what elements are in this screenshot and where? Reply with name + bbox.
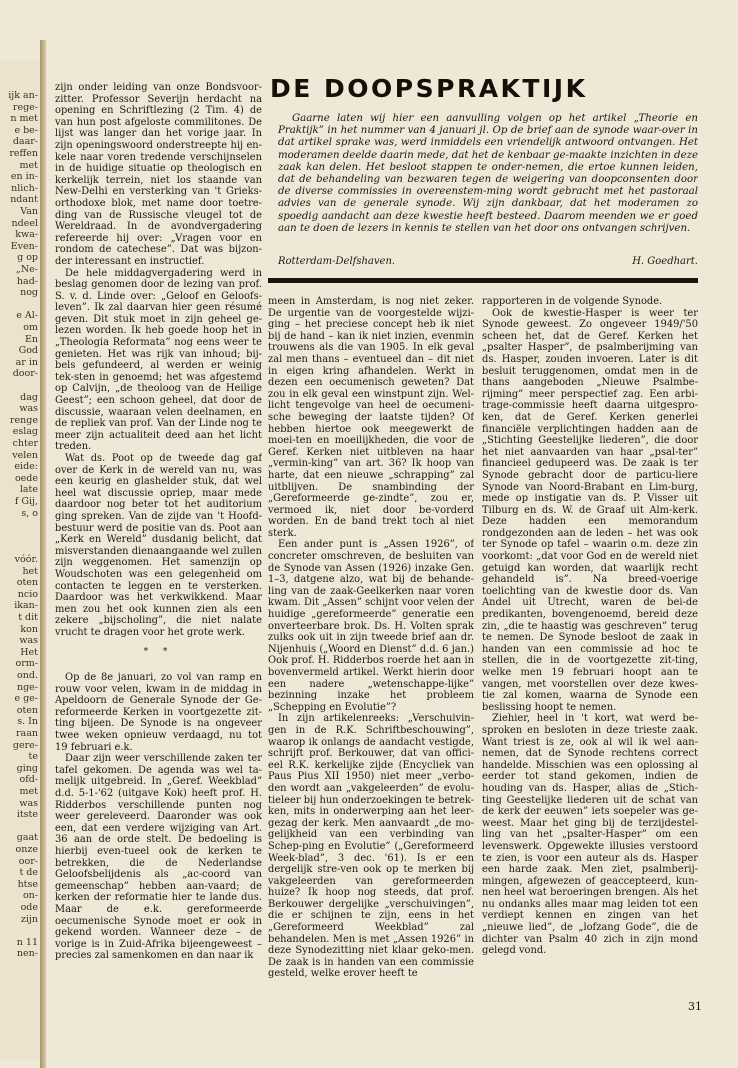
paragraph: De hele middagvergadering werd in beslag genomen door de lezing van prof. S. v. d. Linde over: „Geloof en Geloofs-leven”. Ik zal daarvan hier geen résumé geven. Dit stuk moet in zijn geheel ge-lezen worden. Ik heb goede hoop het in „Theologia Reformata” nog eens weer te genieten. Het was rijk van inhoud; bij-bels gefundeerd, al werden er weinig tek-sten in genoemd; het was afgestemd op Calvijn, „de theoloog van de Heilige Geest”; een schoon geheel, dat door de discussie, waaraan velen deelnamen, en de repliek van prof. Van der Linde nog te meer zijn actualiteit deed aan het licht treden.: [55, 267, 262, 453]
facing-page-fragment: ode: [20, 902, 38, 913]
facing-page-fragment: nge-: [16, 681, 38, 693]
facing-page-fragment: ndant: [10, 194, 38, 206]
facing-page-fragment: kwa-: [15, 229, 38, 241]
heavy-rule: [268, 278, 698, 283]
paragraph: zijn onder leiding van onze Bondsvoor-zitter. Professor Severijn herdacht na opening en Schriftlezing (2 Tim. 4) de van hun post afgeloste commilitones. De lijst was langer dan het vorige jaar. In zijn openingswoord onderstreepte hij en-kele naar voren tredende verschijnselen in de huidige situatie op theologisch en kerkelijk terrein, niet los staande van New-Delhi en versterking van 't Grieks-orthodoxe blok, met name door toetre-ding van de Russische vleugel tot de Wereldraad. In de avondvergadering refereerde hij over: „Vragen voor en rondom de catechese”. Dat was bijzon-der interessant en instructief.: [55, 82, 262, 267]
facing-page-fragment: orm-: [15, 658, 38, 670]
facing-page-fragment: reffen: [9, 148, 38, 159]
page-gutter: [40, 40, 46, 1068]
facing-page-fragment: on-: [22, 890, 38, 902]
facing-page-fragment: late: [19, 484, 38, 496]
facing-page-fragment: dag: [20, 391, 38, 403]
facing-page-fragment: was: [19, 797, 38, 809]
paragraph: Ziehier, heel in 't kort, wat werd be-sproken en besloten in deze trieste zaak. Want triest is ze, ook al wil ik wel aan-nemen, dat de Synode rechtens correct handelde. Misschien was een oplossing al eerder tot stand gekomen, indien de houding van ds. Hasper, alias de „Stich-ting Geestelijke liederen uit de schat van de kerk der eeuwen” iets soepeler was ge-weest. Maar het ging bij de terzijdestel-ling van het „psalter-Hasper” om een levenswerk. Opgewekte illusies verstoord te zien, is voor een auteur als ds. Hasper een harde zaak. Men ziet, psalmberij-mingen, afgewezen of geaccepteerd, kun-nen heel wat beroeringen brengen. Als het nu ondanks alles maar mag leiden tot een verdiept kennen en zingen van het „nieuwe lied”, de „lofzang Gode”, die de dichter van Psalm 40 zich in zijn mond gelegd vond.: [482, 713, 698, 957]
paragraph: Een ander punt is „Assen 1926”, of concreter omschreven, de besluiten van de Synode van Assen (1926) inzake Gen. 1–3, datgene alzo, wat bij de behande-ling van de zaak-Geelkerken naar voren kwam. Dit „Assen” schijnt voor velen der huidige „gereformeerde” generatie een onverteerbare brok. Ds. H. Volten sprak zulks ook uit in zijn tweede brief aan dr. Nijenhuis („Woord en Dienst” d.d. 6 jan.) Ook prof. H. Ridderbos roerde het aan in bovenvermeld artikel. Werkt hierin door een nadere „wetenschappe-lijke” bezinning inzake het probleem „Schepping en Evolutie”?: [268, 539, 474, 713]
facing-page-fragment: ar in: [15, 356, 38, 368]
facing-page-fragment: oor-: [18, 855, 38, 867]
paragraph: meen in Amsterdam, is nog niet zeker. De urgentie van de voorgestelde wijzi-ging – het preciese concept heb ik niet bij de hand – kan ik niet inzien, evenmin trouwens als die van 1905. In elk geval zal men thans – eventueel dan – dit niet in eigen kring afhandelen. Werkt in dezen een oecumenisch geweten? Dat zou in elk geval een winstpunt zijn. Wel-licht tengevolge van heel de oecumeni-sche beweging der laatste tijden? Of hebben hiertoe ook meegewerkt de moei-ten en moeilijkheden, die voor de Geref. Kerken niet uitbleven na haar „vermin-king” van art. 36? Ik hoop van harte, dat een nieuwe „schrapping” zal uitblijven. De snambinding der „Gereformeerde ge-zindte”, zou er, vermoed ik, niet door be-vorderd worden. En de band trekt toch al niet sterk.: [268, 296, 474, 539]
facing-page-fragment: ncio: [17, 588, 38, 600]
article-title: DE DOOPSPRAKTIJK: [270, 74, 588, 103]
facing-page-fragment: f Gij,: [14, 496, 38, 507]
facing-page-fragment: s. In: [17, 716, 38, 728]
paragraph: Op de 8e januari, zo vol van ramp en rouw voor velen, kwam in de middag in Apeldoorn de Generale Synode der Ge-reformeerde Kerken in voortgezette zit-ting bijeen. De Synode is na ongeveer twee weken opnieuw verdaagd, nu tot 19 februari e.k.: [55, 672, 262, 753]
facing-page-fragment: om: [23, 322, 38, 333]
facing-page-fragment: htse: [17, 878, 38, 890]
facing-page-fragment: door-: [12, 368, 38, 380]
article-intro: Gaarne laten wij hier een aanvulling volgen op het artikel „Theorie en Praktijk” in het nummer van 4 januari jl. Op de brief aan de synode waar-over in dat artikel sprake was, werd inmiddels een vriendelijk antwoord ontvangen. Het moderamen deelde daarin mede, dat het de kenbaar ge-maakte inzichten in deze zaak kan delen. Het besloot stappen te onder-nemen, die ertoe kunnen leiden, dat de behandeling van bezwaren tegen de weigering van doopconsenten door de diverse commissies in overeenstem-ming wordt gebracht met het pastoraal advies van de generale synode. Wij zijn dankbaar, dat het moderamen zo spoedig aandacht aan deze kwestie heeft besteed. Daarom meenden we er goed aan te doen de lezers in kennis te stellen van het door ons ontvangen schrijven.: [278, 113, 698, 234]
facing-page-fragment: met: [19, 786, 38, 797]
facing-page-fragment: e be-: [14, 124, 38, 136]
facing-page-fragment: [2, 821, 38, 832]
facing-page-fragment: zijn: [20, 913, 38, 925]
paragraph: Wat ds. Poot op de tweede dag gaf over de Kerk in de wereld van nu, was een keurig en glashelder stuk, dat wel heel wat discussie opriep, maar mede daardoor nog beter tot het auditorium ging spreken. Van de zijde van 't Hoofd-bestuur werd de positie van ds. Poot aan „Kerk en Wereld” dusdanig belicht, dat misverstanden dienaangaande wel zullen zijn weggenomen. Het samenzijn op Woudschoten was een gelegenheid om contacten te leggen en te versterken. Daardoor was het verkwikkend. Maar men zou het ook kunnen zien als een zekere „bijscholing”, die niet nalate vrucht te dragen voor het grote werk.: [55, 453, 262, 638]
facing-page-fragment: s, o: [21, 507, 38, 519]
facing-page-fragment: daar-: [12, 136, 38, 148]
paragraph: rapporteren in de volgende Synode.: [482, 296, 663, 307]
facing-page-fragment: onze: [15, 844, 38, 855]
paragraph: In zijn artikelenreeks: „Verschuivin-gen in de R.K. Schriftbeschouwing”, waarop ik onlangs de aandacht vestigde, schrijft prof. Berkouwer, dat van offici-eel R.K. kerkelijke zijde (Encycliek van Paus Pius XII 1950) niet meer „verbo-den wordt aan „vakgeleerden” de evolu-tieleer bij hun onderzoekingen te betrek-ken, mits in onderwerping aan het leer-gezag der kerk. Men aanvaardt „de mo-gelijkheid van een verbinding van Schep-ping en Evolutie” („Gereformeerd Week-blad”, 3 dec. '61). Is er een dergelijk stre-ven ook op te merken bij vakgeleerden van gereformeerden huize? Ik hoop nog steeds, dat prof. Berkouwer dergelijke „verschuivingen”, die er schijnen te zijn, eens in het „Gereformeerd Weekblad” zal behandelen. Men is met „Assen 1926” in deze Synodezitting niet klaar geko-men. De zaak is in handen van een commissie gesteld, welke erover heeft te: [268, 713, 474, 980]
facing-page-fragment: Van: [20, 206, 38, 217]
section-separator: * *: [143, 646, 174, 657]
facing-page-fragment: itste: [16, 809, 38, 821]
facing-page-fragment: oede: [14, 472, 38, 484]
facing-page-strip: [0, 60, 41, 1060]
facing-page-fragment: ofd-: [19, 774, 38, 786]
facing-page-fragment: „Ne-: [15, 264, 38, 275]
facing-page-fragment: raan: [16, 728, 38, 739]
facing-page-fragment: was: [19, 403, 38, 415]
facing-page-fragment: velen: [12, 449, 38, 461]
facing-page-fragment: [2, 542, 38, 553]
facing-page-fragment: nog: [20, 287, 38, 299]
facing-page-fragment: eide:: [14, 461, 38, 473]
facing-page-fragment: [2, 531, 38, 542]
facing-page-fragment: eslag: [12, 426, 38, 438]
facing-page-fragment: [2, 380, 38, 391]
facing-page-fragment: nen-: [16, 948, 38, 960]
facing-page-fragment: n met: [10, 113, 38, 125]
article-author: H. Goedhart.: [632, 256, 698, 267]
paragraph: Daar zijn weer verschillende zaken ter tafel gekomen. De agenda was wel ta-melijk uitgebreid. In „Geref. Weekblad” d.d. 5-1-'62 (uitgave Kok) heeft prof. H. Ridderbos verschillende punten nog weer gereleveerd. Daaronder was ook een, dat een verdere wijziging van Art. 36 aan de orde stelt. De bedoeling is hierbij even-tueel ook de kerken te betrekken, die de Nederlandse Geloofsbelijdenis als „ac-coord van gemeenschap” hebben aan-vaard; de kerken der reformatie hier te lande dus. Maar de e.k. gereformeerde oecumenische Synode moet er ook in gekend worden. Wanneer deze – de vorige is in Zuid-Afrika bijeengeweest – precies zal samenkomen en dan naar ik: [55, 753, 262, 962]
page-number: 31: [688, 1000, 702, 1013]
facing-page-fragment: en in-: [10, 171, 38, 183]
column-middle: [268, 296, 474, 1024]
facing-page-fragment: [2, 299, 38, 310]
facing-page-fragment: g op: [17, 252, 38, 264]
dateline-place: Rotterdam-Delfshaven.: [278, 256, 396, 267]
facing-page-fragment: oten: [16, 704, 38, 716]
column-left: [55, 82, 262, 1027]
facing-page-fragment: gere-: [12, 739, 38, 751]
facing-page-fragment: ndeel: [11, 217, 38, 229]
facing-page-fragment: was: [19, 635, 38, 647]
facing-page-fragment: ijk an-: [8, 90, 38, 101]
column-right: [482, 296, 698, 996]
facing-page-fragment: t de: [19, 867, 38, 879]
facing-page-fragment: nlich-: [11, 182, 38, 194]
facing-page-fragment: het: [22, 565, 38, 577]
facing-page-fragment: ond.: [17, 670, 38, 681]
facing-page-fragment: oten: [16, 577, 38, 589]
facing-page-fragment: chter: [12, 438, 38, 449]
facing-page-fragment: n 11: [16, 936, 38, 948]
facing-page-fragment: [2, 519, 38, 530]
facing-page-fragment: ikan-: [14, 600, 38, 612]
facing-page-fragment: vóór.: [14, 554, 38, 565]
paragraph: Ook de kwestie-Hasper is weer ter Synode geweest. Zo ongeveer 1949/'50 scheen het, dat de Geref. Kerken het „psalter Hasper”, de psalmberijming van ds. Hasper, zouden invoeren. Later is dit besluit teruggenomen, omdat men in de thans aangeboden „Nieuwe Psalmbe-rijming” meer perspectief zag. Een arbi-trage-commissie heeft daarna uitgespro-ken, dat de Geref. Kerken generlei financiële verplichtingen hadden aan de „Stichting Geestelijke liederen”, die door het niet aanvaarden van haar „psal-ter” financieel gedupeerd was. De zaak is ter Synode gebracht door de particu-liere Synode van Noord-Brabant en Lim-burg, mede op instigatie van ds. P. Visser uit Tilburg en ds. W. de Graaf uit Alm-kerk. Deze hadden een memorandum rondgezonden aan de leden – het was ook ter Synode op tafel – waarin o.m. deze zin voorkomt: „dat voor God en de wereld niet getuigd kan worden, dat waarlijk recht gehandeld is”. Na breed-voerige toelichting van de kwestie door ds. Van Andel uit Utrecht, waren de bei-de predikanten, bovengenoemd, bereid deze zin, „die te haastig was geschreven” terug te nemen. De Synode besloot de zaak in handen van een commissie ad hoc te stellen, die in de voortgezette zit-ting, welke men 19 februari hoopt aan te vangen, met voorstellen over deze kwes-tie zal komen, waarna de Synode een beslissing hoopt te nemen.: [482, 307, 698, 713]
facing-page-fragment: [2, 925, 38, 936]
facing-page-fragment: renge: [10, 414, 38, 426]
facing-page-fragment: Even-: [10, 240, 38, 252]
facing-page-fragment: ging: [16, 762, 38, 774]
facing-page-fragment: Het: [20, 646, 38, 658]
facing-page-fragment: had-: [16, 275, 38, 287]
facing-page-fragment: kon: [20, 623, 38, 635]
facing-page-fragment: t dit: [18, 612, 38, 623]
facing-page-fragment: gaat: [16, 832, 38, 844]
facing-page-fragment: met: [19, 159, 38, 171]
facing-page-fragment: e ge-: [14, 693, 38, 705]
facing-page-fragment: te: [28, 751, 38, 763]
facing-page-fragment: e Al-: [16, 310, 38, 322]
facing-page-fragment: En: [24, 333, 38, 345]
facing-page-fragment: God: [18, 345, 38, 357]
facing-page-fragment: rege-: [12, 101, 38, 113]
